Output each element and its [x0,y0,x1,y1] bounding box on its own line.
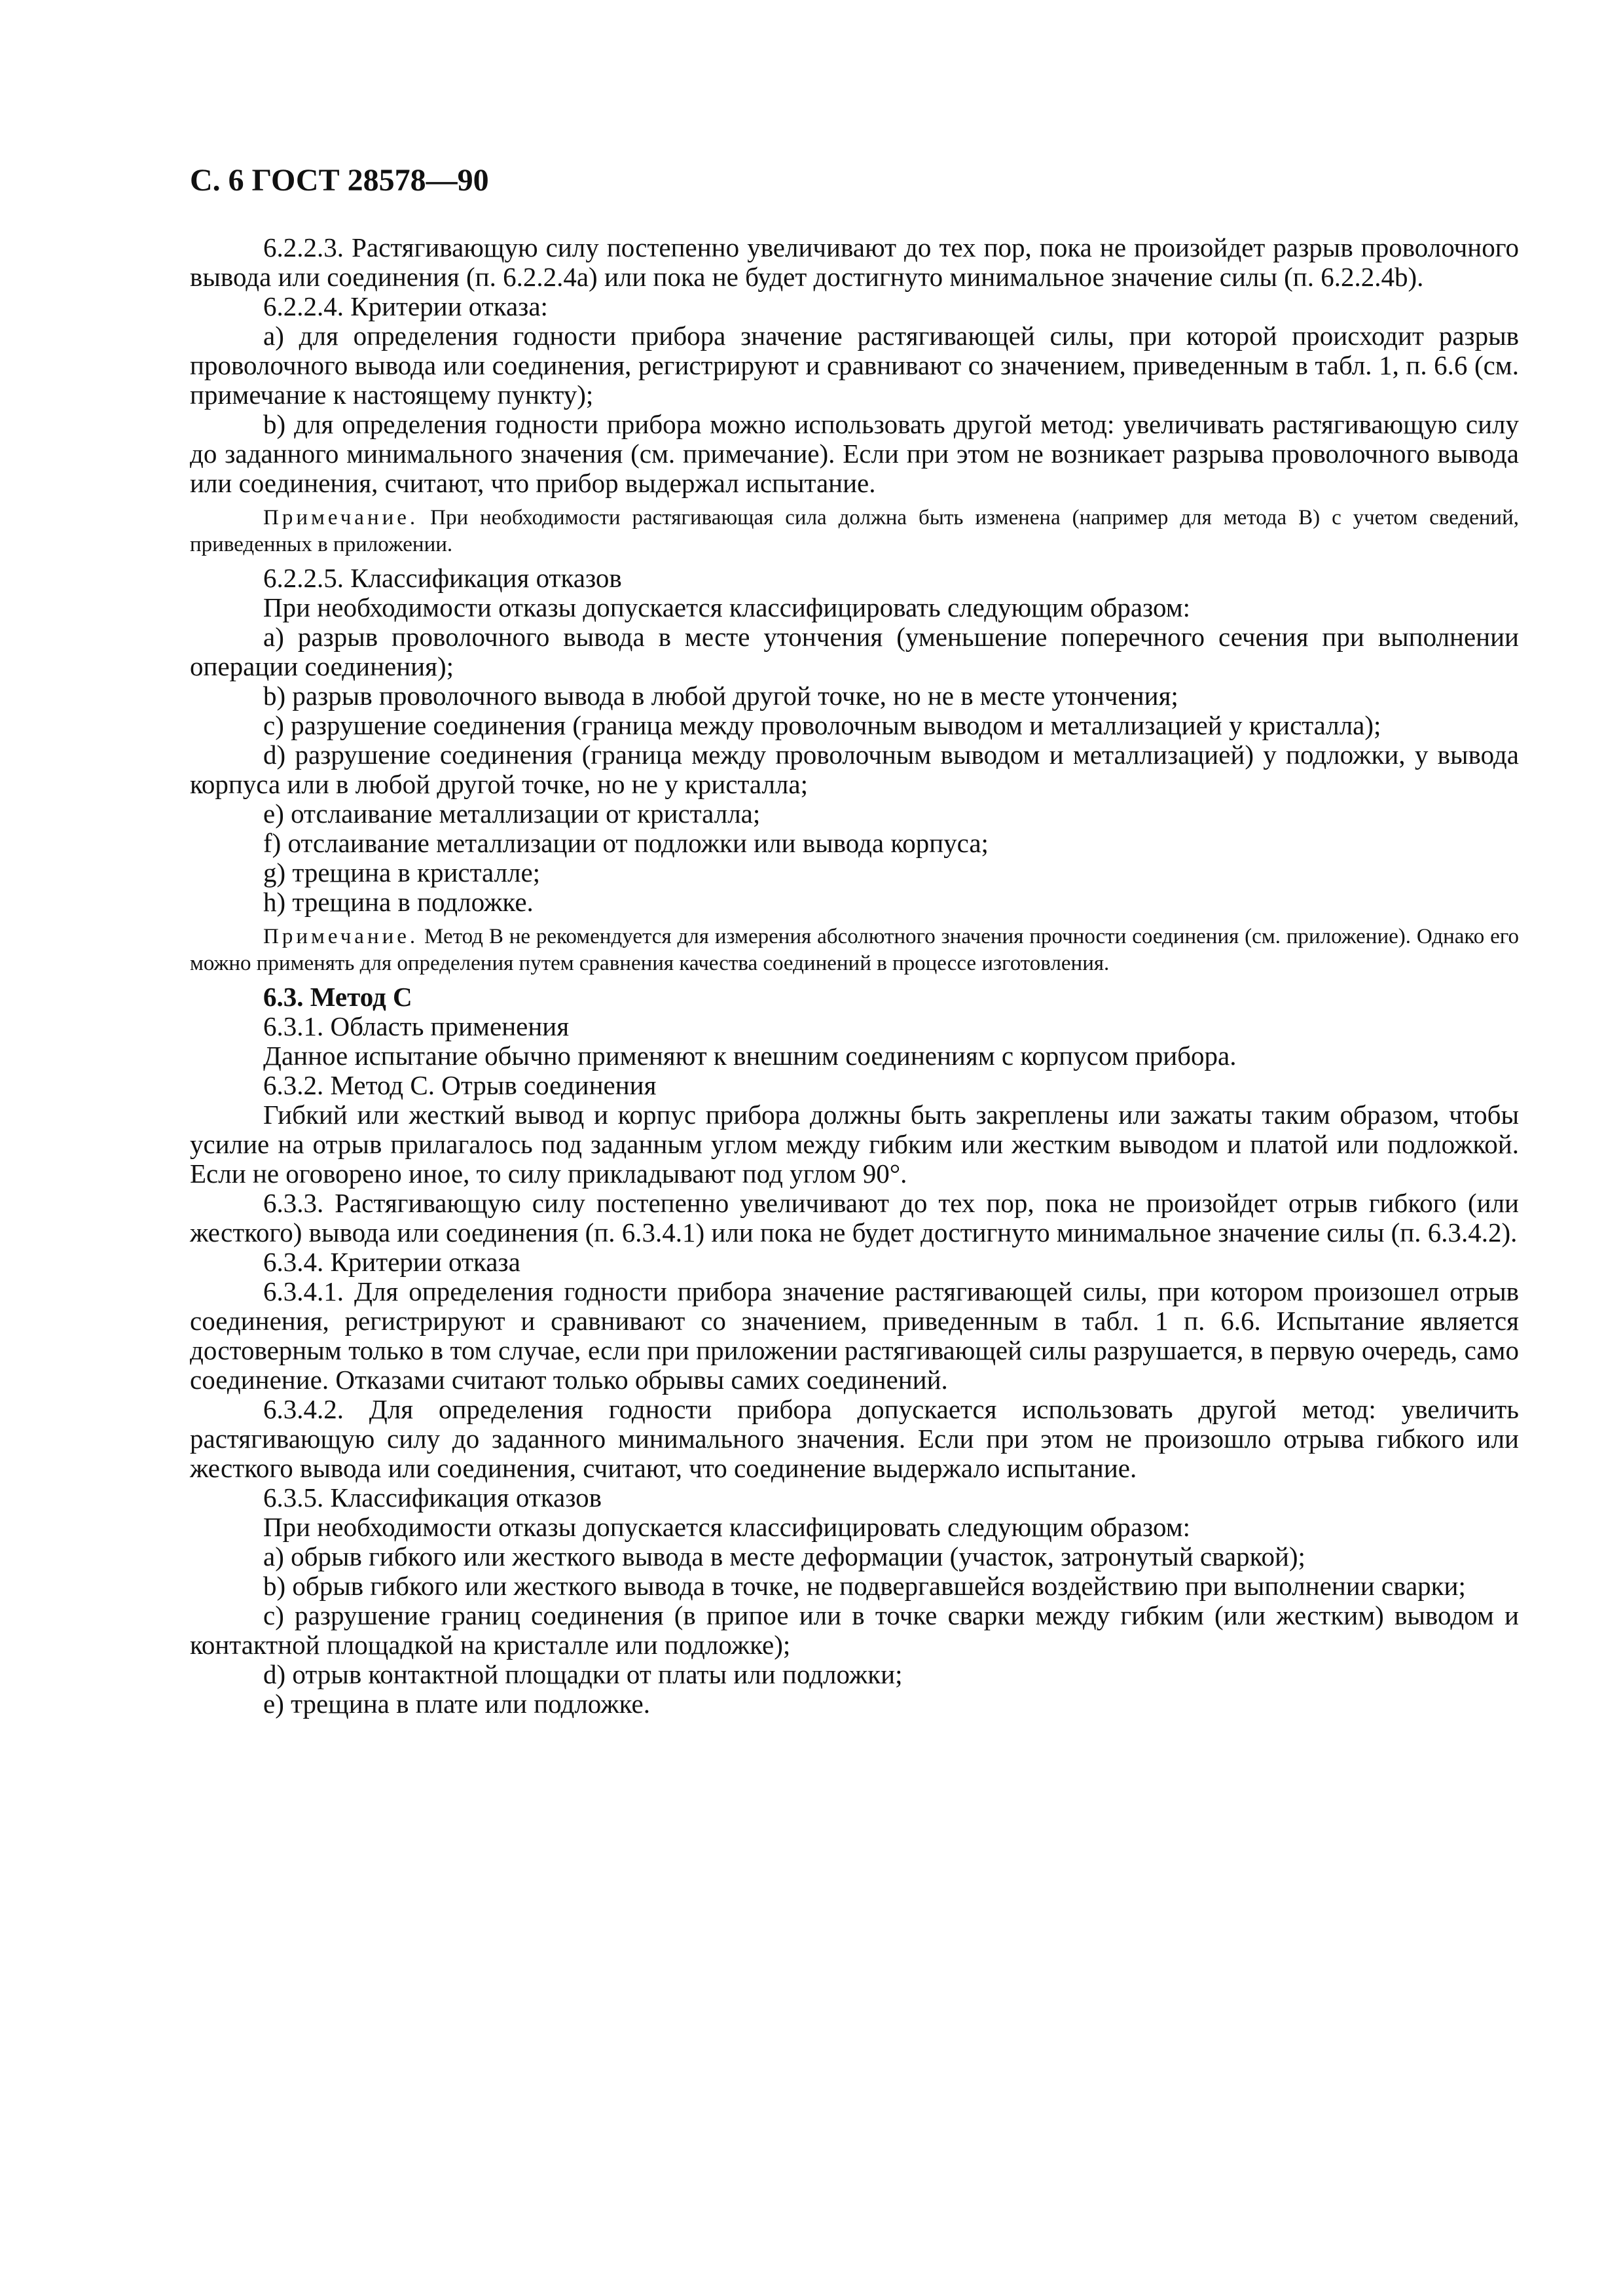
paragraph-6-3-4-2: 6.3.4.2. Для определения годности прибора допускается использовать другой метод: увеличить растягивающую силу до заданного минимального значения. Если при этом не произошло отрыва гибкого или жесткого вывода или соединения, считают, что соединение выдержало испытание. [190,1394,1519,1483]
paragraph-intro: При необходимости отказы допускается классифицировать следующим образом: [263,1512,1191,1542]
list-item-a: a) разрыв проволочного вывода в месте утончения (уменьшение поперечного сечения при выполнении операции соединения); [190,622,1519,681]
list-item-b: b) обрыв гибкого или жесткого вывода в точке, не подвергавшейся воздействию при выполнении сварки; [263,1571,1466,1601]
paragraph-method: Гибкий или жесткий вывод и корпус прибора должны быть закреплены или зажаты таким образом, чтобы усилие на отрыв прилагалось под заданным углом между гибким или жестким выводом и платой или подложкой. Если не оговорено иное, то силу прикладывают под углом 90°. [190,1100,1519,1189]
paragraph-6-3-4-1: 6.3.4.1. Для определения годности прибора значение растягивающей силы, при котором произошел отрыв соединения, регистрируют и сравнивают со значением, приведенным в табл. 1 п. 6.6. Испытание является достоверным только в том случае, если при приложении растягивающей силы разрушается, в первую очередь, само соединение. Отказами считают только обрывы самих соединений. [190,1276,1519,1395]
paragraph-6-2-2-5: 6.2.2.5. Классификация отказов [263,563,622,593]
note-2 [190,924,1519,977]
paragraph-intro: При необходимости отказы допускается классифицировать следующим образом: [263,592,1191,622]
list-item-e: e) отслаивание металлизации от кристалла; [263,798,761,829]
list-item-a: a) для определения годности прибора значение растягивающей силы, при которой происходит разрыв проволочного вывода или соединения, регистрируют и сравнивают со значением, приведенным в табл. 1, п. 6.6 (см. примечание к настоящему пункту); [190,321,1519,410]
page-header: С. 6 ГОСТ 28578—90 [190,163,489,198]
paragraph-scope: Данное испытание обычно применяют к внешним соединениям с корпусом прибора. [263,1041,1237,1071]
list-item-b: b) разрыв проволочного вывода в любой другой точке, но не в месте утончения; [263,681,1178,711]
list-item-d: d) разрушение соединения (граница между проволочным выводом и металлизацией) у подложки, у вывода корпуса или в любой другой точке, но не у кристалла; [190,740,1519,799]
paragraph-6-2-2-3: 6.2.2.3. Растягивающую силу постепенно увеличивают до тех пор, пока не произойдет разрыв проволочного вывода или соединения (п. 6.2.2.4а) или пока не будет достигнуто минимальное значение силы (п. 6.2.2.4b). [190,232,1519,292]
list-item-c: c) разрушение границ соединения (в припое или в точке сварки между гибким (или жестким) выводом и контактной площадкой на кристалле или подложке); [190,1600,1519,1660]
note-label: Примечание. [263,925,419,948]
list-item-a: a) обрыв гибкого или жесткого вывода в месте деформации (участок, затронутый сваркой); [263,1541,1305,1571]
list-item-b: b) для определения годности прибора можно использовать другой метод: увеличивать растягивающую силу до заданного минимального значения (см. примечание). Если при этом не возникает разрыва проволочного вывода или соединения, считают, что прибор выдержал испытание. [190,409,1519,498]
note-text: Метод В не рекомендуется для измерения абсолютного значения прочности соединения (см. приложение). Однако его можно применять для определения путем сравнения качества соединений в процессе изготовления. [190,925,1519,975]
list-item-d: d) отрыв контактной площадки от платы или подложки; [263,1659,903,1689]
list-item-e: e) трещина в плате или подложке. [263,1689,650,1719]
paragraph-6-3-5: 6.3.5. Классификация отказов [263,1482,602,1513]
list-item-c: c) разрушение соединения (граница между проволочным выводом и металлизацией у кристалла); [263,710,1381,740]
note-1 [190,505,1519,558]
note-text: При необходимости растягивающая сила должна быть изменена (например для метода В) с учетом сведений, приведенных в приложении. [190,506,1519,556]
document-page [190,162,1519,1719]
paragraph-6-3-1: 6.3.1. Область применения [263,1011,570,1041]
paragraph-6-3-2: 6.3.2. Метод С. Отрыв соединения [263,1070,657,1100]
paragraph-6-3-4: 6.3.4. Критерии отказа [263,1247,520,1277]
list-item-g: g) трещина в кристалле; [263,857,541,888]
paragraph-6-3-3: 6.3.3. Растягивающую силу постепенно увеличивают до тех пор, пока не произойдет отрыв гибкого (или жесткого) вывода или соединения (п. 6.3.4.1) или пока не будет достигнуто минимальное значение силы (п. 6.3.4.2). [190,1188,1519,1247]
section-heading-6-3: 6.3. Метод С [263,982,412,1012]
list-item-h: h) трещина в подложке. [263,887,534,917]
note-label: Примечание. [263,506,419,529]
paragraph-6-2-2-4: 6.2.2.4. Критерии отказа: [263,291,548,321]
list-item-f: f) отслаивание металлизации от подложки или вывода корпуса; [263,828,989,858]
